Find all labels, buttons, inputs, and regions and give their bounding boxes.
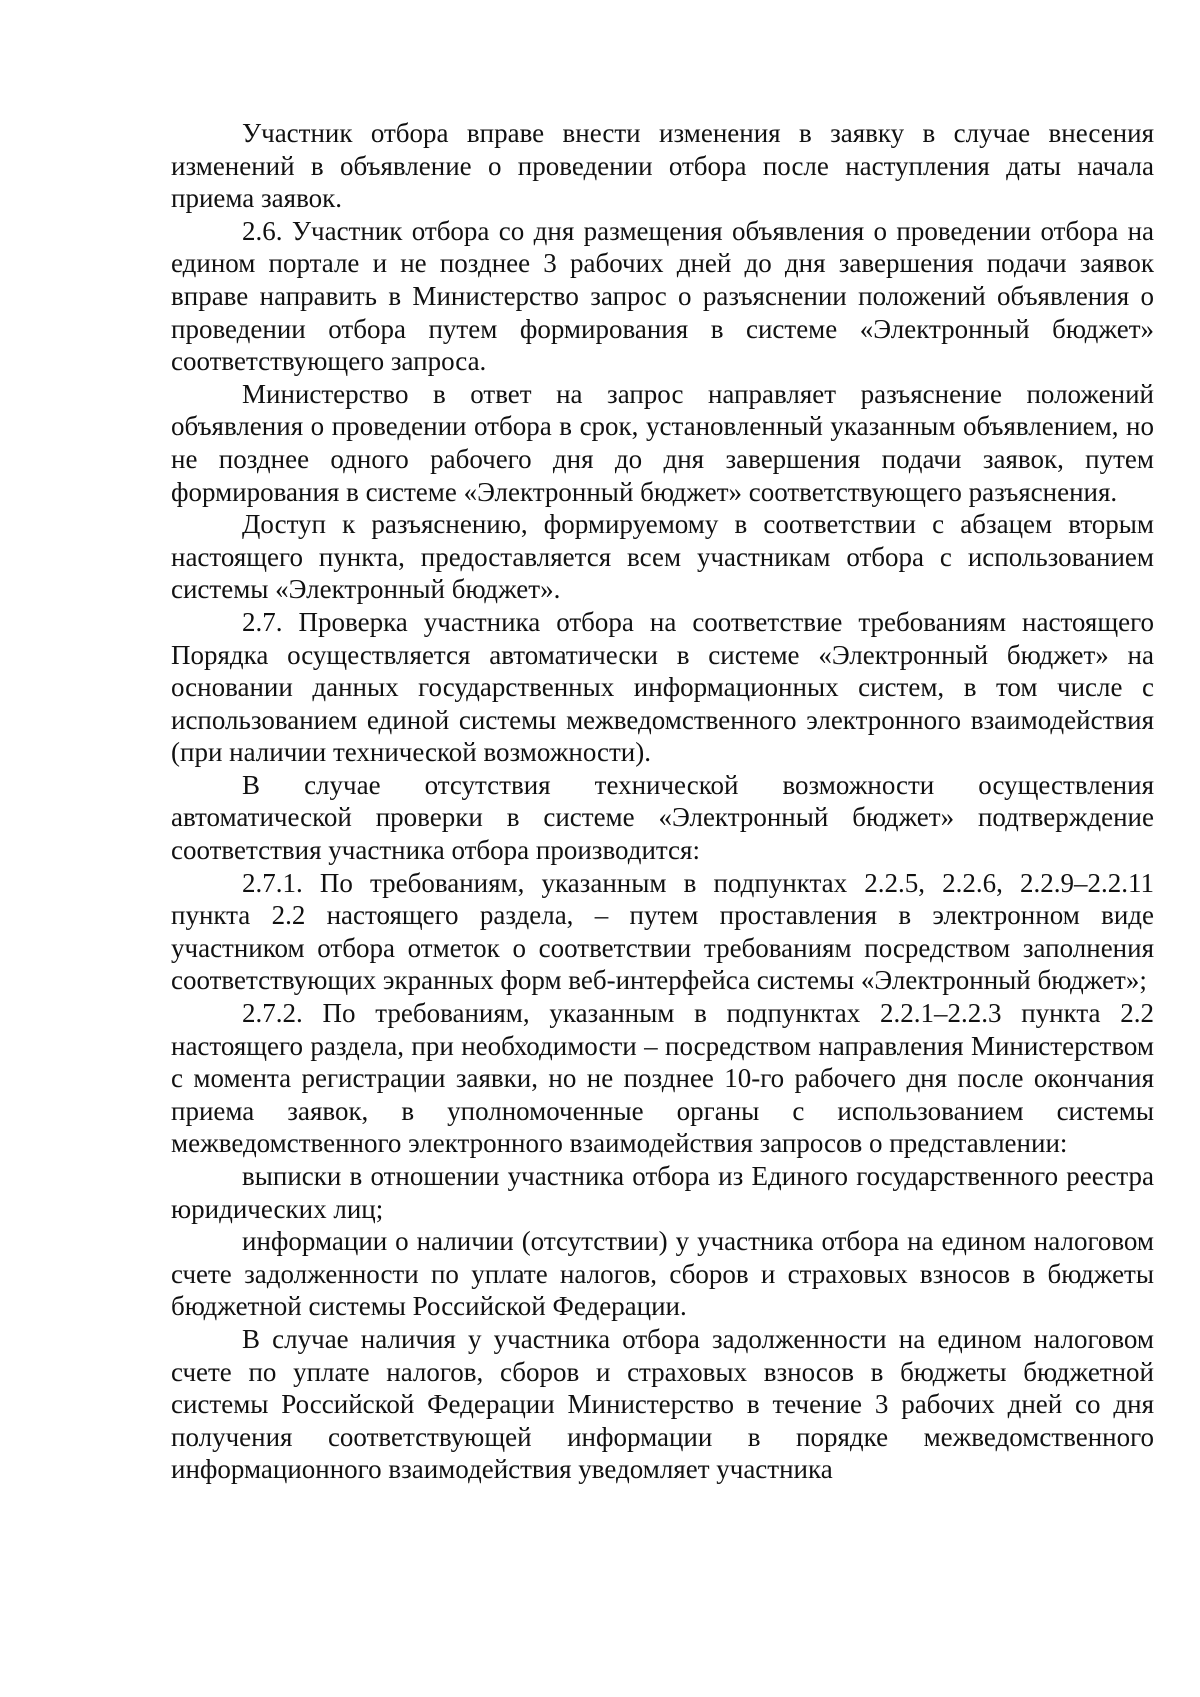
paragraph-access-clarification: Доступ к разъяснению, формируемому в соответствии с абзацем вторым настоящего пункта, предоставляется всем участникам отбора с использованием системы «Электронный бюджет». [171,509,1154,605]
paragraph-amendment-right: Участник отбора вправе внести изменения в заявку в случае внесения изменений в объявление о проведении отбора после наступления даты начала приема заявок. [171,118,1154,214]
paragraph-2-6: 2.6. Участник отбора со дня размещения объявления о проведении отбора на едином портале и не позднее 3 рабочих дней до дня завершения подачи заявок вправе направить в Министерство запрос о разъяснении положений объявления о проведении отбора путем формирования в системе «Электронный бюджет» соответствующего запроса. [171,215,1154,377]
paragraph-2-7-1: 2.7.1. По требованиям, указанным в подпунктах 2.2.5, 2.2.6, 2.2.9–2.2.11 пункта 2.2 настоящего раздела, – путем проставления в электронном виде участником отбора отметок о соответствии требованиям посредством заполнения соответствующих экранных форм веб-интерфейса системы «Электронный бюджет»; [171,867,1154,996]
paragraph-ministry-response: Министерство в ответ на запрос направляет разъяснение положений объявления о проведении отбора в срок, установленный указанным объявлением, но не позднее одного рабочего дня до дня завершения подачи заявок, путем формирования в системе «Электронный бюджет» соответствующего разъяснения. [171,378,1154,507]
paragraph-tax-debt-info: информации о наличии (отсутствии) у участника отбора на едином налоговом счете задолженности по уплате налогов, сборов и страховых взносов в бюджеты бюджетной системы Российской Федерации. [171,1226,1154,1322]
paragraph-debt-case: В случае наличия у участника отбора задолженности на едином налоговом счете по уплате налогов, сборов и страховых взносов в бюджеты бюджетной системы Российской Федерации Министерство в течение 3 рабочих дней со дня получения соответствующей информации в порядке межведомственного информационного взаимодействия уведомляет участника [171,1323,1154,1485]
paragraph-no-technical-possibility: В случае отсутствия технической возможности осуществления автоматической проверки в системе «Электронный бюджет» подтверждение соответствия участника отбора производится: [171,769,1154,866]
paragraph-2-7-2: 2.7.2. По требованиям, указанным в подпунктах 2.2.1–2.2.3 пункта 2.2 настоящего раздела, при необходимости – посредством направления Министерством с момента регистрации заявки, но не позднее 10-го рабочего дня после окончания приема заявок, в уполномоченные органы с использованием системы межведомственного электронного взаимодействия запросов о представлении: [171,998,1154,1159]
paragraph-egrul-extract: выписки в отношении участника отбора из Единого государственного реестра юридических лиц; [171,1161,1154,1224]
document-page [171,117,1154,1486]
paragraph-2-7: 2.7. Проверка участника отбора на соответствие требованиям настоящего Порядка осуществляется автоматически в системе «Электронный бюджет» на основании данных государственных информационных систем, в том числе с использованием единой системы межведомственного электронного взаимодействия (при наличии технической возможности). [171,606,1154,768]
